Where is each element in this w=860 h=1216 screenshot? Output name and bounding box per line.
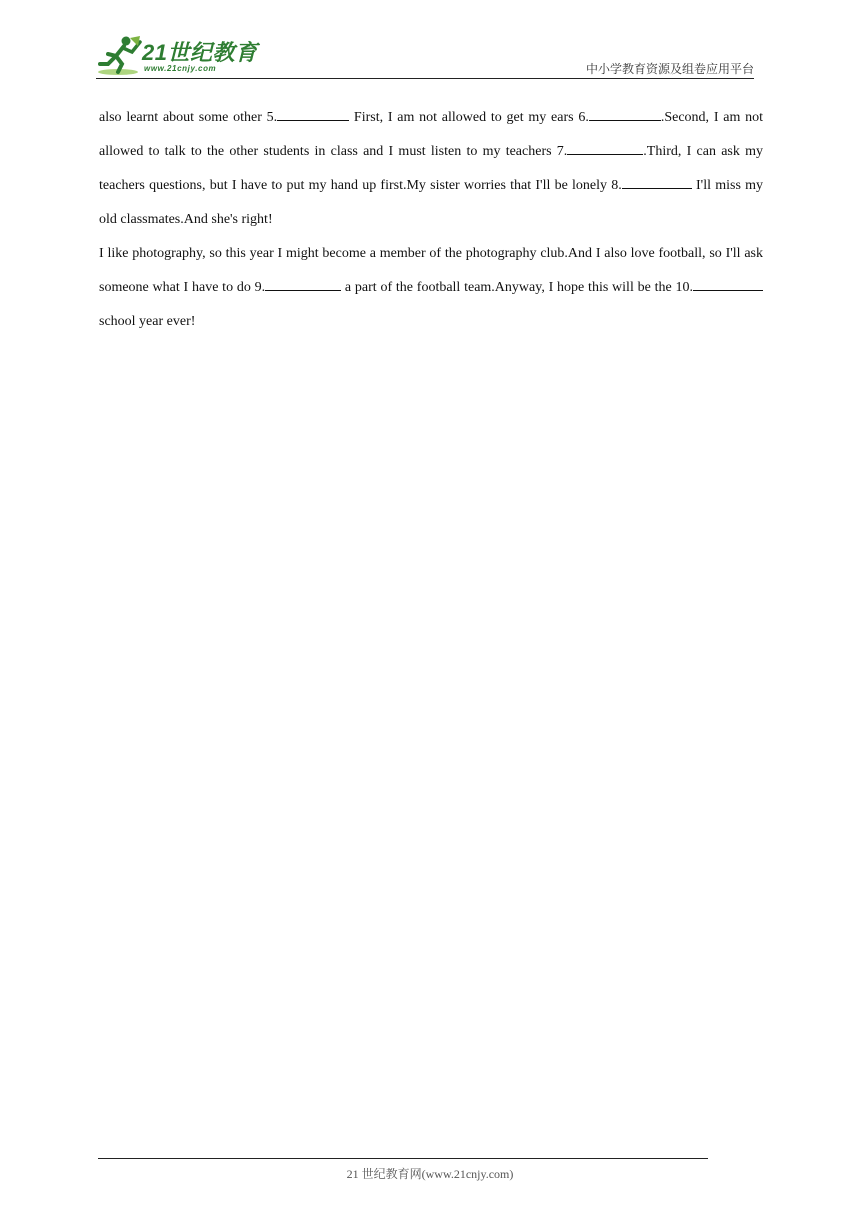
blank-6 <box>589 106 661 121</box>
blank-5 <box>277 106 349 121</box>
platform-tagline: 中小学教育资源及组卷应用平台 <box>585 62 754 76</box>
blank-7 <box>567 140 643 155</box>
header-divider <box>96 78 754 79</box>
logo-title: 21世纪教育 <box>142 40 258 65</box>
p2-text-3: school year ever! <box>99 314 196 329</box>
blank-10 <box>693 276 763 291</box>
p1-text-3: .Second, I am not allowed to talk to the other students in class and I must listen to my teachers 7. <box>99 110 763 159</box>
passage <box>99 101 763 339</box>
passage-paragraph-2 <box>99 237 763 339</box>
passage-paragraph-1 <box>99 101 763 237</box>
footer-text: 21 世纪教育网(www.21cnjy.com) <box>346 1167 514 1181</box>
page-header <box>96 30 754 78</box>
p1-text-5: I'll miss my old classmates.And she's right! <box>99 178 764 227</box>
p2-text-2: a part of the football team.Anyway, I hope this will be the 10. <box>341 280 693 295</box>
p1-text-4: .Third, I can ask my teachers questions, but I have to put my hand up first.My sister worries that I'll be lonely 8. <box>99 144 763 193</box>
p1-text-2: First, I am not allowed to get my ears 6. <box>349 110 589 125</box>
p2-text-1: I like photography, so this year I might become a member of the photography club.And I also love football, so I'll ask someone what I have to do 9. <box>99 246 763 295</box>
logo-url: www.21cnjy.com <box>144 64 217 73</box>
runner-logo-icon <box>96 34 142 78</box>
site-logo <box>96 34 266 78</box>
p1-text-1: also learnt about some other 5. <box>99 110 278 125</box>
blank-8 <box>622 174 692 189</box>
blank-9 <box>265 276 341 291</box>
footer-divider <box>98 1158 708 1159</box>
